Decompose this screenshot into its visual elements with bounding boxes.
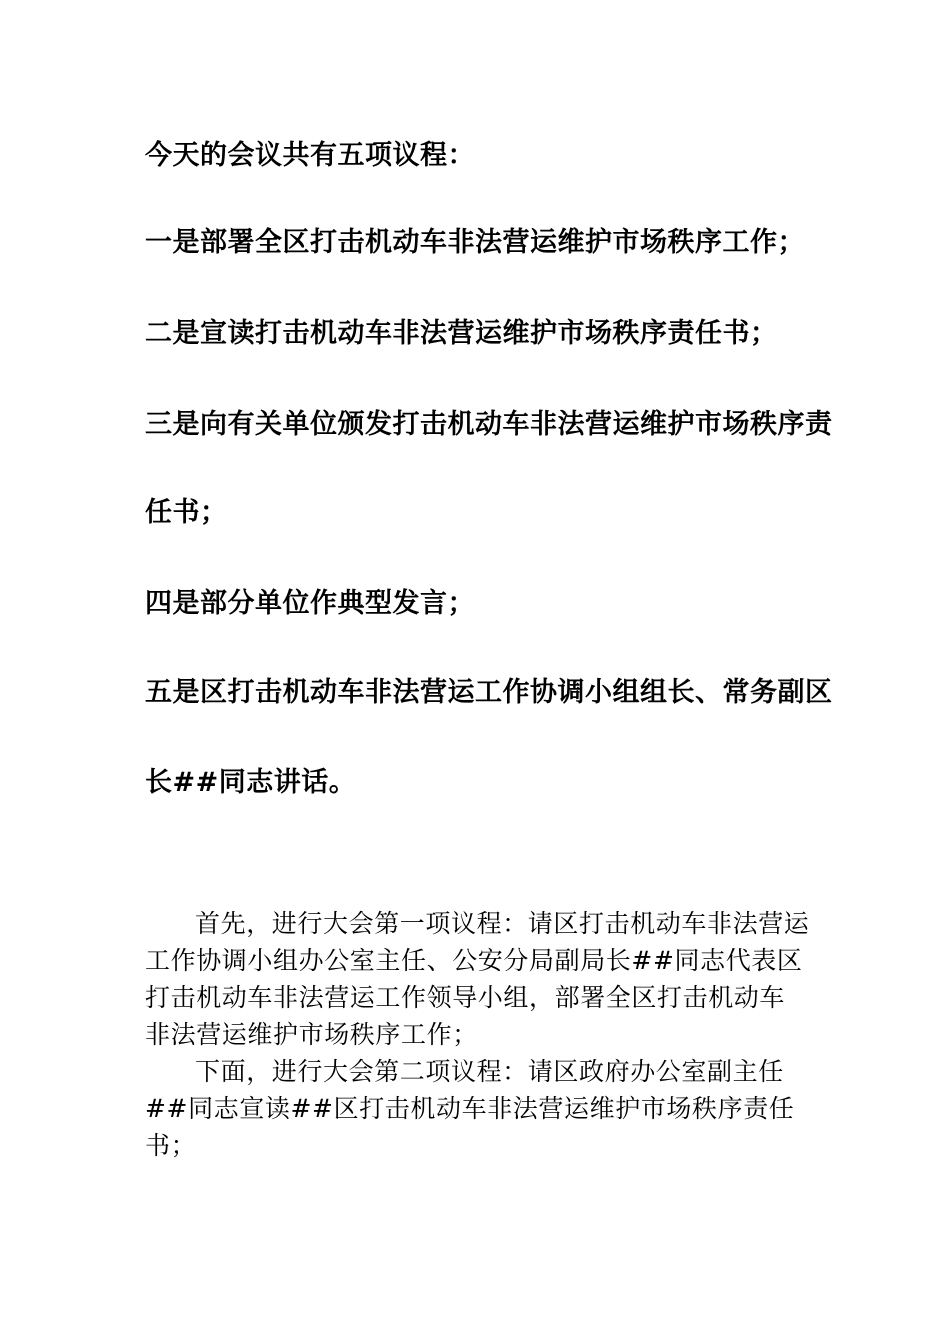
body-paragraph-2: 下面，进行大会第二项议程：请区政府办公室副主任##同志宣读##区打击机动车非法营运维护市场秩序责任书； xyxy=(145,1057,795,1160)
agenda-item-4: 四是部分单位作典型发言； xyxy=(145,588,475,619)
agenda-item-2: 二是宣读打击机动车非法营运维护市场秩序责任书； xyxy=(145,318,778,349)
agenda-item-3-line-2: 任书； xyxy=(145,497,228,528)
body-paragraph-1: 首先，进行大会第一项议程：请区打击机动车非法营运工作协调小组办公室主任、公安分局副局长##同志代表区打击机动车非法营运工作领导小组，部署全区打击机动车非法营运维护市场秩序工作； xyxy=(145,909,810,1049)
agenda-item-5-line-2: 长##同志讲话。 xyxy=(145,767,357,798)
agenda-item-3-line-1: 三是向有关单位颁发打击机动车非法营运维护市场秩序责 xyxy=(145,409,833,440)
agenda-item-1: 一是部署全区打击机动车非法营运维护市场秩序工作； xyxy=(145,227,805,258)
agenda-intro: 今天的会议共有五项议程： xyxy=(145,140,475,171)
body-text xyxy=(145,905,810,1164)
agenda-item-5-line-1: 五是区打击机动车非法营运工作协调小组组长、常务副区 xyxy=(145,677,833,708)
